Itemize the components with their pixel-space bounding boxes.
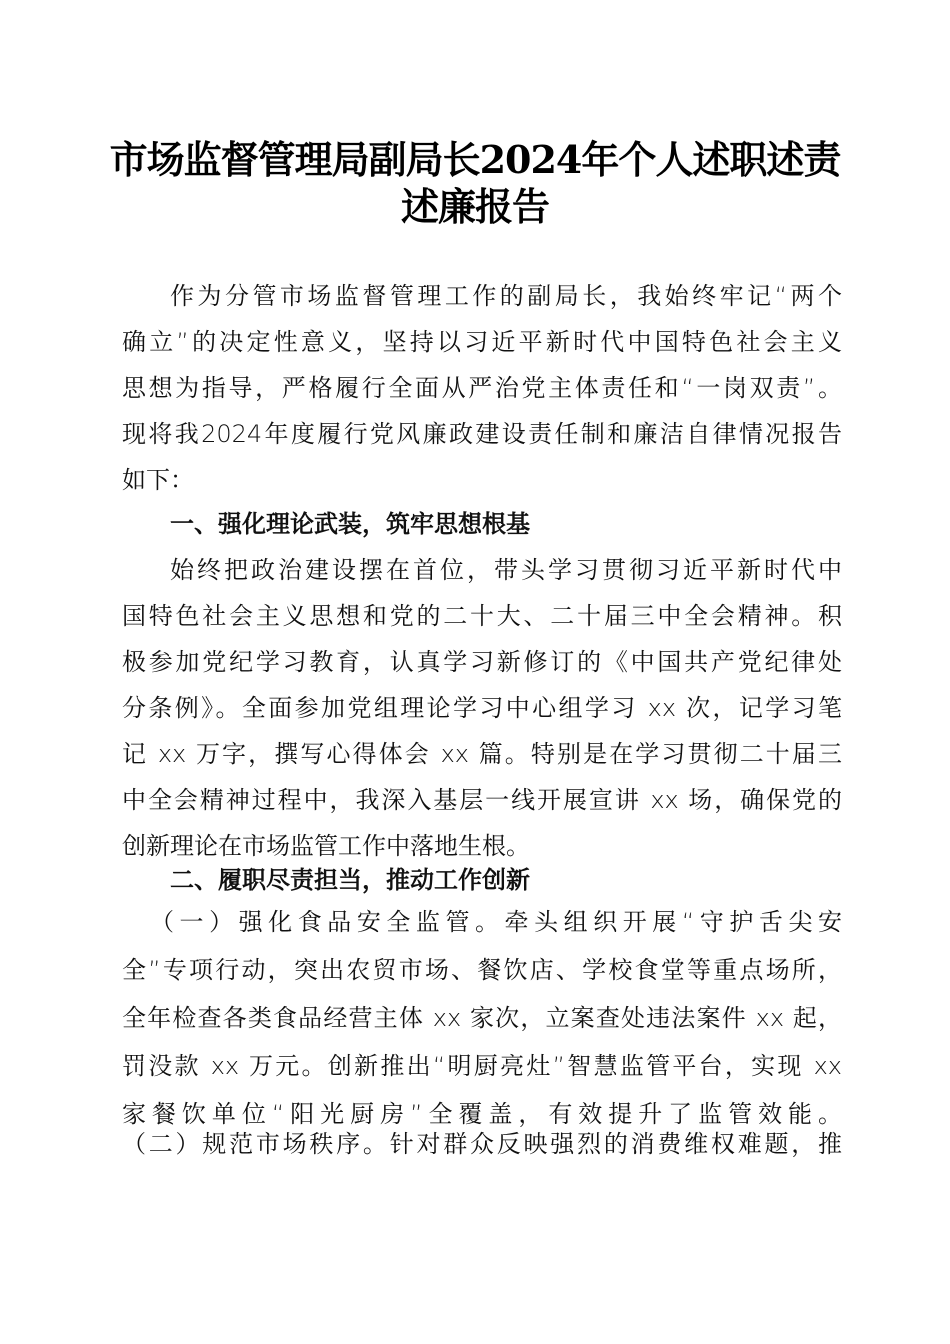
- paragraph-line: 国特色社会主义思想和党的二十大、二十届三中全会精神。积: [122, 602, 842, 630]
- paragraph-line: （二）规范市场秩序。针对群众反映强烈的消费维权难题，推: [122, 1130, 842, 1158]
- paragraph-line: 思想为指导，严格履行全面从严治党主体责任和“一岗双责”。: [122, 374, 842, 402]
- paragraph-line: 创新理论在市场监管工作中落地生根。: [122, 832, 530, 860]
- paragraph-line: 现将我2024年度履行党风廉政建设责任制和廉洁自律情况报告: [122, 420, 842, 448]
- paragraph-line: 如下：: [122, 466, 194, 494]
- document-title-line-1: 市场监督管理局副局长2024年个人述职述责: [109, 137, 841, 182]
- paragraph-line: 记 xx 万字，撰写心得体会 xx 篇。特别是在学习贯彻二十届三: [122, 740, 842, 768]
- paragraph-line: 极参加党纪学习教育，认真学习新修订的《中国共产党纪律处: [122, 648, 842, 676]
- paragraph-line: 分条例》。全面参加党组理论学习中心组学习 xx 次，记学习笔: [122, 694, 842, 722]
- paragraph-line: 中全会精神过程中，我深入基层一线开展宣讲 xx 场，确保党的: [122, 786, 842, 814]
- document-title-line-2: 述廉报告: [400, 184, 549, 229]
- section-heading: 一、强化理论武装，筑牢思想根基: [170, 510, 530, 538]
- paragraph-line: 确立”的决定性意义，坚持以习近平新时代中国特色社会主义: [122, 328, 842, 356]
- paragraph-line: 始终把政治建设摆在首位，带头学习贯彻习近平新时代中: [170, 556, 842, 584]
- paragraph-line: 全年检查各类食品经营主体 xx 家次，立案查处违法案件 xx 起，: [122, 1004, 842, 1032]
- paragraph-line: 作为分管市场监督管理工作的副局长，我始终牢记“两个: [170, 282, 842, 310]
- section-heading: 二、履职尽责担当，推动工作创新: [170, 866, 530, 894]
- paragraph-line: 罚没款 xx 万元。创新推出“明厨亮灶”智慧监管平台，实现 xx: [122, 1052, 842, 1080]
- subsection-line: （一）强化食品安全监管。牵头组织开展“守护舌尖安: [150, 908, 842, 936]
- paragraph-line: 全”专项行动，突出农贸市场、餐饮店、学校食堂等重点场所，: [122, 956, 842, 984]
- paragraph-line: 家餐饮单位“阳光厨房”全覆盖，有效提升了监管效能。: [122, 1100, 842, 1128]
